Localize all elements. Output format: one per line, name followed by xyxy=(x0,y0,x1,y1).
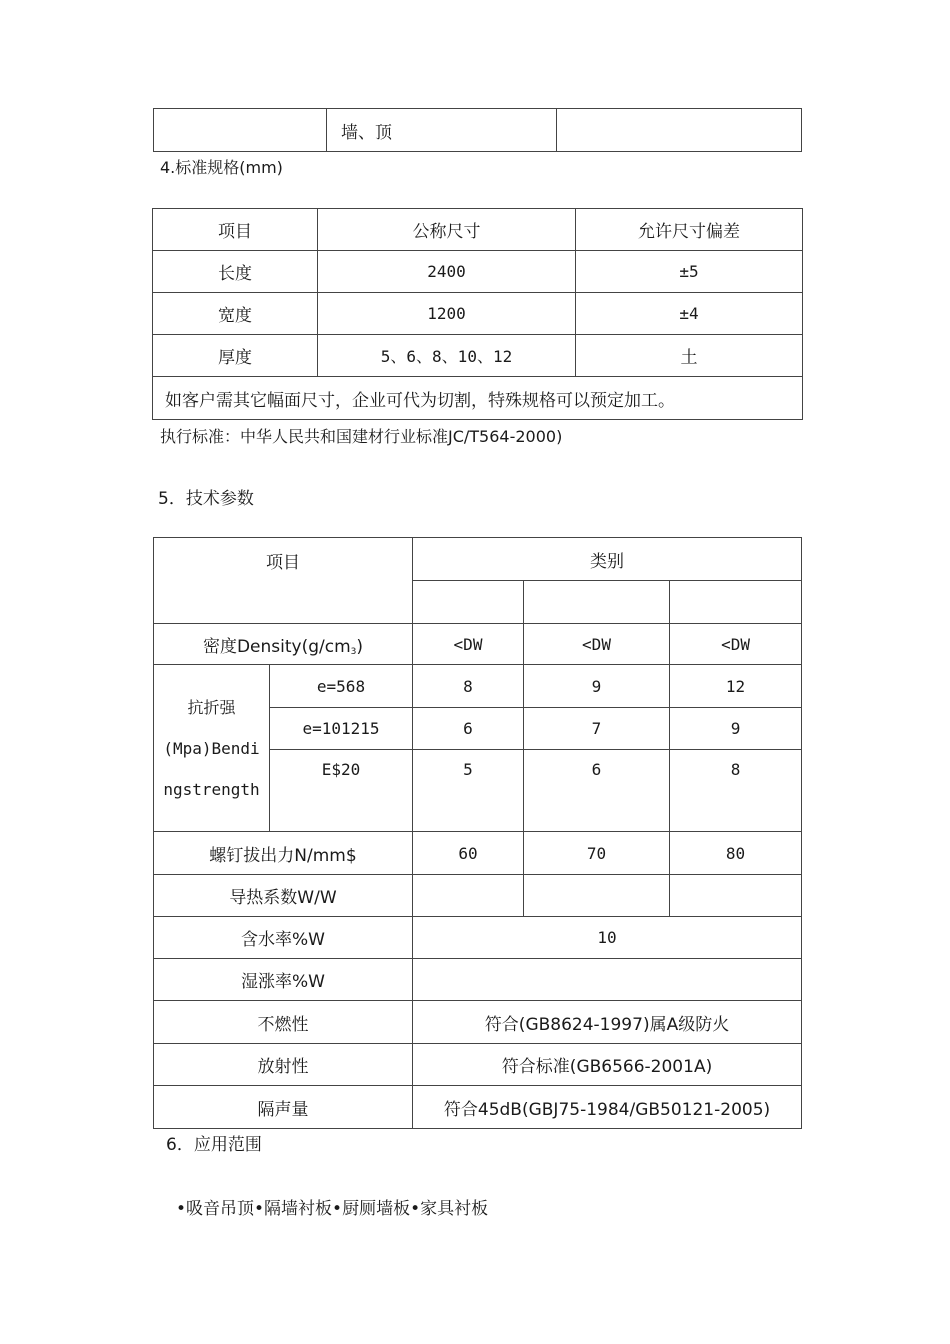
swelling-label: 湿涨率%W xyxy=(154,959,413,1001)
sound-value: 符合45dB(GBJ75-1984/GB50121-2005) xyxy=(413,1086,802,1129)
spec-header-nominal: 公称尺寸 xyxy=(318,209,576,251)
density-value: <DW xyxy=(413,624,524,665)
bending-value: 7 xyxy=(524,708,670,750)
table-row xyxy=(154,1044,802,1086)
screw-label: 螺钉拔出力N/mm$ xyxy=(154,832,413,875)
screw-value: 80 xyxy=(670,832,802,875)
nonflammable-label: 不燃性 xyxy=(154,1001,413,1044)
thermal-value xyxy=(524,875,670,917)
sound-label: 隔声量 xyxy=(154,1086,413,1129)
sec6-heading: 6．应用范围 xyxy=(166,1135,262,1155)
category-cell xyxy=(670,581,802,624)
top-cell-1 xyxy=(154,109,327,152)
moisture-value: 10 xyxy=(413,917,802,959)
density-value: <DW xyxy=(524,624,670,665)
spec-row-label: 厚度 xyxy=(153,335,318,377)
table-row xyxy=(154,624,802,665)
top-cell-3 xyxy=(557,109,802,152)
bending-label xyxy=(154,665,270,832)
bending-value: 6 xyxy=(524,750,670,832)
table-row xyxy=(153,335,803,377)
density-value: <DW xyxy=(670,624,802,665)
spec-row-label: 宽度 xyxy=(153,293,318,335)
swelling-value xyxy=(413,959,802,1001)
screw-value: 60 xyxy=(413,832,524,875)
density-label: 密度$Density(g/cm_3)$ xyxy=(154,624,413,665)
spec-row-nominal: 5、6、8、10、12 xyxy=(318,335,576,377)
radioactivity-value: 符合标准(GB6566-2001A) xyxy=(413,1044,802,1086)
bending-label-line2: (Mpa)Bendi xyxy=(163,738,260,758)
radioactivity-label: 放射性 xyxy=(154,1044,413,1086)
sec4-heading: 4.标准规格(mm) xyxy=(160,158,283,177)
table-row xyxy=(154,917,802,959)
table-row xyxy=(154,832,802,875)
application-list: •吸音吊顶•隔墙衬板•厨厕墙板•家具衬板 xyxy=(176,1199,489,1219)
bending-condition: e=568 xyxy=(270,665,413,708)
table-row xyxy=(154,665,802,708)
spec-header-item: 项目 xyxy=(153,209,318,251)
bending-condition: E$20 xyxy=(270,750,413,832)
bending-value: 8 xyxy=(670,750,802,832)
spec-row-tolerance: 土 xyxy=(576,335,803,377)
spec-row-label: 长度 xyxy=(153,251,318,293)
bending-value: 5 xyxy=(413,750,524,832)
thermal-label: 导热系数W/W xyxy=(154,875,413,917)
spec-table xyxy=(152,208,803,420)
thermal-value xyxy=(670,875,802,917)
spec-row-tolerance: ±4 xyxy=(576,293,803,335)
tech-table xyxy=(153,537,802,1129)
table-row xyxy=(154,959,802,1001)
tech-header-item: 项目 xyxy=(154,538,413,624)
sec5-heading: 5．技术参数 xyxy=(158,489,254,509)
spec-row-tolerance: ±5 xyxy=(576,251,803,293)
top-table xyxy=(153,108,802,152)
bending-value: 8 xyxy=(413,665,524,708)
bending-label-line1: 抗折强 xyxy=(187,697,236,717)
top-cell-2: 墙、顶 xyxy=(327,109,557,152)
table-row xyxy=(154,875,802,917)
spec-row-nominal: 2400 xyxy=(318,251,576,293)
screw-value: 70 xyxy=(524,832,670,875)
spec-row-nominal: 1200 xyxy=(318,293,576,335)
tech-header-category: 类别 xyxy=(413,538,802,581)
bending-value: 12 xyxy=(670,665,802,708)
bending-condition: e=101215 xyxy=(270,708,413,750)
category-cell xyxy=(524,581,670,624)
bending-value: 6 xyxy=(413,708,524,750)
moisture-label: 含水率%W xyxy=(154,917,413,959)
spec-header-tolerance: 允许尺寸偏差 xyxy=(576,209,803,251)
bending-label-line3: ngstrength xyxy=(163,779,260,799)
bending-value: 9 xyxy=(670,708,802,750)
table-row xyxy=(154,1086,802,1129)
category-cell xyxy=(413,581,524,624)
bending-value: 9 xyxy=(524,665,670,708)
spec-note: 如客户需其它幅面尺寸，企业可代为切割，特殊规格可以预定加工。 xyxy=(153,377,803,420)
table-row xyxy=(154,1001,802,1044)
standard-line: 执行标准：中华人民共和国建材行业标准JC/T564-2000) xyxy=(160,427,563,446)
table-row xyxy=(153,293,803,335)
nonflammable-value: 符合(GB8624-1997)属A级防火 xyxy=(413,1001,802,1044)
thermal-value xyxy=(413,875,524,917)
table-row xyxy=(153,251,803,293)
